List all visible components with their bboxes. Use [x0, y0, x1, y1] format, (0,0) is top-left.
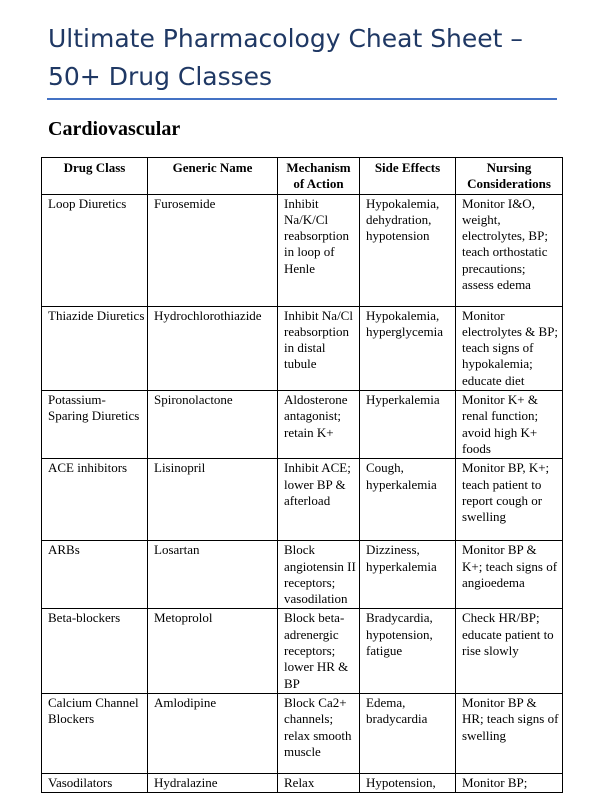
cell-nursing: Monitor BP & K+; teach signs of angioedema [456, 541, 563, 609]
table-row [42, 541, 563, 609]
cell-generic-name: Furosemide [148, 194, 278, 306]
column-header-side-effects: Side Effects [360, 158, 456, 195]
table-row [42, 306, 563, 390]
title-divider [47, 98, 557, 100]
cell-side-effects: Cough, hyperkalemia [360, 459, 456, 541]
cell-side-effects: Hypokalemia, hyperglycemia [360, 306, 456, 390]
cell-mechanism: Block beta-adrenergic receptors; lower HR & BP [278, 609, 360, 693]
cell-side-effects: Dizziness, hyperkalemia [360, 541, 456, 609]
cell-generic-name: Lisinopril [148, 459, 278, 541]
cell-generic-name: Losartan [148, 541, 278, 609]
cell-generic-name: Hydrochlorothiazide [148, 306, 278, 390]
table-row [42, 693, 563, 773]
table-row [42, 773, 563, 792]
cell-side-effects: Edema, bradycardia [360, 693, 456, 773]
table-row [42, 609, 563, 693]
cell-mechanism: Inhibit Na/Cl reabsorption in distal tubule [278, 306, 360, 390]
cell-side-effects: Hypotension, [360, 773, 456, 792]
cell-drug-class: Thiazide Diuretics [42, 306, 148, 390]
drug-table [41, 157, 563, 793]
cell-mechanism: Block angiotensin II receptors; vasodilation [278, 541, 360, 609]
cell-drug-class: ACE inhibitors [42, 459, 148, 541]
cell-generic-name: Spironolactone [148, 391, 278, 459]
cell-drug-class: Potassium-Sparing Diuretics [42, 391, 148, 459]
cell-generic-name: Hydralazine [148, 773, 278, 792]
column-header-drug-class: Drug Class [42, 158, 148, 195]
cell-nursing: Check HR/BP; educate patient to rise slowly [456, 609, 563, 693]
cell-mechanism: Block Ca2+ channels; relax smooth muscle [278, 693, 360, 773]
cell-generic-name: Amlodipine [148, 693, 278, 773]
cell-nursing: Monitor K+ & renal function; avoid high K+ foods [456, 391, 563, 459]
cell-nursing: Monitor electrolytes & BP; teach signs of hypokalemia; educate diet [456, 306, 563, 390]
column-header-mechanism: Mechanism of Action [278, 158, 360, 195]
table-row [42, 391, 563, 459]
cell-mechanism: Inhibit ACE; lower BP & afterload [278, 459, 360, 541]
column-header-nursing: Nursing Considerations [456, 158, 563, 195]
cell-side-effects: Hyperkalemia [360, 391, 456, 459]
cell-drug-class: ARBs [42, 541, 148, 609]
cell-drug-class: Loop Diuretics [42, 194, 148, 306]
column-header-generic-name: Generic Name [148, 158, 278, 195]
table-row [42, 194, 563, 306]
cell-nursing: Monitor I&O, weight, electrolytes, BP; teach orthostatic precautions; assess edema [456, 194, 563, 306]
cell-side-effects: Bradycardia, hypotension, fatigue [360, 609, 456, 693]
cell-mechanism: Aldosterone antagonist; retain K+ [278, 391, 360, 459]
cell-generic-name: Metoprolol [148, 609, 278, 693]
table-header-row [42, 158, 563, 195]
cell-nursing: Monitor BP; [456, 773, 563, 792]
table-row [42, 459, 563, 541]
cell-nursing: Monitor BP & HR; teach signs of swelling [456, 693, 563, 773]
cell-mechanism: Inhibit Na/K/Cl reabsorption in loop of Henle [278, 194, 360, 306]
cell-side-effects: Hypokalemia, dehydration, hypotension [360, 194, 456, 306]
cell-drug-class: Vasodilators [42, 773, 148, 792]
section-heading: Cardiovascular [48, 118, 181, 140]
cell-drug-class: Calcium Channel Blockers [42, 693, 148, 773]
cell-drug-class: Beta-blockers [42, 609, 148, 693]
cell-mechanism: Relax [278, 773, 360, 792]
cell-nursing: Monitor BP, K+; teach patient to report cough or swelling [456, 459, 563, 541]
page-title: Ultimate Pharmacology Cheat Sheet – 50+ Drug Classes [48, 24, 523, 91]
